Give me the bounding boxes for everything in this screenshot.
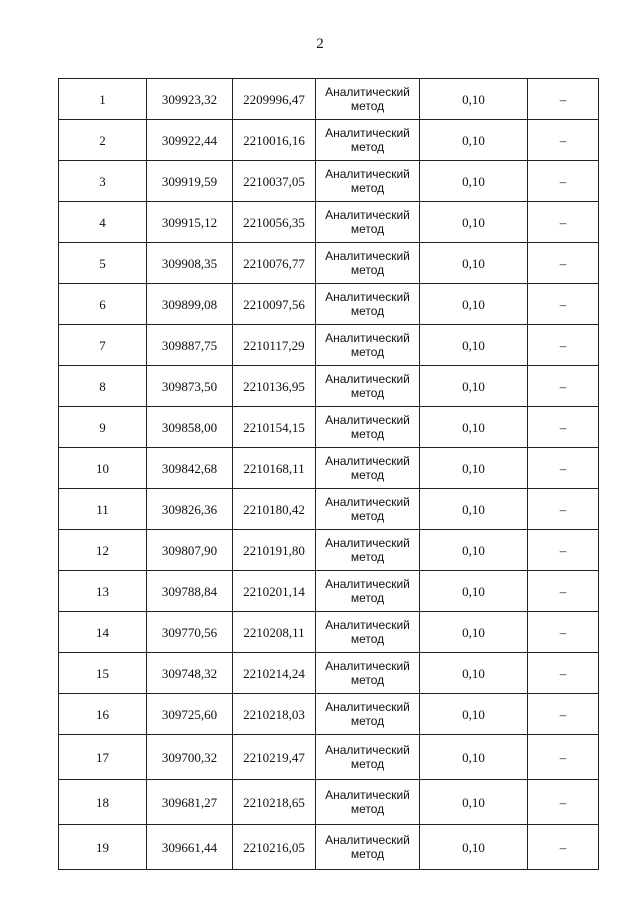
y-coordinate-cell: 2210180,42 [233, 489, 316, 530]
point-number-cell: 8 [59, 366, 147, 407]
accuracy-cell: 0,10 [420, 653, 528, 694]
accuracy-cell: 0,10 [420, 79, 528, 120]
method-cell: Аналитический метод [316, 407, 420, 448]
table-row [59, 612, 599, 653]
note-cell: – [528, 325, 599, 366]
x-coordinate-cell: 309922,44 [147, 120, 233, 161]
y-coordinate-cell: 2210016,16 [233, 120, 316, 161]
y-coordinate-cell: 2210037,05 [233, 161, 316, 202]
point-number-cell: 1 [59, 79, 147, 120]
x-coordinate-cell: 309887,75 [147, 325, 233, 366]
point-number-cell: 16 [59, 694, 147, 735]
accuracy-cell: 0,10 [420, 120, 528, 161]
table-row [59, 161, 599, 202]
method-cell: Аналитический метод [316, 161, 420, 202]
point-number-cell: 19 [59, 825, 147, 870]
table-row [59, 120, 599, 161]
y-coordinate-cell: 2210219,47 [233, 735, 316, 780]
y-coordinate-cell: 2210117,29 [233, 325, 316, 366]
table-row [59, 653, 599, 694]
x-coordinate-cell: 309700,32 [147, 735, 233, 780]
x-coordinate-cell: 309923,32 [147, 79, 233, 120]
accuracy-cell: 0,10 [420, 407, 528, 448]
point-number-cell: 6 [59, 284, 147, 325]
x-coordinate-cell: 309842,68 [147, 448, 233, 489]
accuracy-cell: 0,10 [420, 571, 528, 612]
method-cell: Аналитический метод [316, 735, 420, 780]
table-row [59, 735, 599, 780]
y-coordinate-cell: 2210218,65 [233, 780, 316, 825]
method-cell: Аналитический метод [316, 489, 420, 530]
point-number-cell: 2 [59, 120, 147, 161]
note-cell: – [528, 530, 599, 571]
method-cell: Аналитический метод [316, 325, 420, 366]
accuracy-cell: 0,10 [420, 825, 528, 870]
table-row [59, 202, 599, 243]
note-cell: – [528, 161, 599, 202]
accuracy-cell: 0,10 [420, 489, 528, 530]
x-coordinate-cell: 309807,90 [147, 530, 233, 571]
y-coordinate-cell: 2210191,80 [233, 530, 316, 571]
table-row [59, 694, 599, 735]
note-cell: – [528, 79, 599, 120]
x-coordinate-cell: 309725,60 [147, 694, 233, 735]
accuracy-cell: 0,10 [420, 243, 528, 284]
method-cell: Аналитический метод [316, 366, 420, 407]
point-number-cell: 12 [59, 530, 147, 571]
coordinates-table-body [59, 79, 599, 870]
method-cell: Аналитический метод [316, 694, 420, 735]
table-row [59, 489, 599, 530]
x-coordinate-cell: 309826,36 [147, 489, 233, 530]
y-coordinate-cell: 2210218,03 [233, 694, 316, 735]
point-number-cell: 13 [59, 571, 147, 612]
y-coordinate-cell: 2210136,95 [233, 366, 316, 407]
accuracy-cell: 0,10 [420, 448, 528, 489]
method-cell: Аналитический метод [316, 612, 420, 653]
accuracy-cell: 0,10 [420, 612, 528, 653]
note-cell: – [528, 489, 599, 530]
coordinates-table [58, 78, 599, 870]
point-number-cell: 3 [59, 161, 147, 202]
point-number-cell: 17 [59, 735, 147, 780]
point-number-cell: 18 [59, 780, 147, 825]
note-cell: – [528, 407, 599, 448]
x-coordinate-cell: 309919,59 [147, 161, 233, 202]
y-coordinate-cell: 2210056,35 [233, 202, 316, 243]
y-coordinate-cell: 2210076,77 [233, 243, 316, 284]
note-cell: – [528, 612, 599, 653]
note-cell: – [528, 825, 599, 870]
x-coordinate-cell: 309748,32 [147, 653, 233, 694]
table-row [59, 448, 599, 489]
accuracy-cell: 0,10 [420, 202, 528, 243]
table-row [59, 325, 599, 366]
point-number-cell: 9 [59, 407, 147, 448]
accuracy-cell: 0,10 [420, 161, 528, 202]
x-coordinate-cell: 309681,27 [147, 780, 233, 825]
accuracy-cell: 0,10 [420, 366, 528, 407]
y-coordinate-cell: 2210154,15 [233, 407, 316, 448]
table-row [59, 825, 599, 870]
table-row [59, 243, 599, 284]
accuracy-cell: 0,10 [420, 694, 528, 735]
table-row [59, 780, 599, 825]
point-number-cell: 4 [59, 202, 147, 243]
x-coordinate-cell: 309873,50 [147, 366, 233, 407]
point-number-cell: 11 [59, 489, 147, 530]
accuracy-cell: 0,10 [420, 530, 528, 571]
method-cell: Аналитический метод [316, 202, 420, 243]
accuracy-cell: 0,10 [420, 780, 528, 825]
x-coordinate-cell: 309770,56 [147, 612, 233, 653]
y-coordinate-cell: 2210214,24 [233, 653, 316, 694]
x-coordinate-cell: 309899,08 [147, 284, 233, 325]
x-coordinate-cell: 309915,12 [147, 202, 233, 243]
table-row [59, 284, 599, 325]
point-number-cell: 10 [59, 448, 147, 489]
method-cell: Аналитический метод [316, 571, 420, 612]
method-cell: Аналитический метод [316, 120, 420, 161]
y-coordinate-cell: 2210097,56 [233, 284, 316, 325]
note-cell: – [528, 120, 599, 161]
accuracy-cell: 0,10 [420, 284, 528, 325]
y-coordinate-cell: 2209996,47 [233, 79, 316, 120]
method-cell: Аналитический метод [316, 448, 420, 489]
point-number-cell: 7 [59, 325, 147, 366]
page-number: 2 [316, 36, 324, 52]
method-cell: Аналитический метод [316, 284, 420, 325]
method-cell: Аналитический метод [316, 825, 420, 870]
table-row [59, 79, 599, 120]
note-cell: – [528, 780, 599, 825]
note-cell: – [528, 571, 599, 612]
note-cell: – [528, 366, 599, 407]
note-cell: – [528, 202, 599, 243]
accuracy-cell: 0,10 [420, 735, 528, 780]
method-cell: Аналитический метод [316, 653, 420, 694]
table-row [59, 571, 599, 612]
table-row [59, 366, 599, 407]
note-cell: – [528, 243, 599, 284]
method-cell: Аналитический метод [316, 780, 420, 825]
note-cell: – [528, 653, 599, 694]
note-cell: – [528, 284, 599, 325]
x-coordinate-cell: 309908,35 [147, 243, 233, 284]
method-cell: Аналитический метод [316, 79, 420, 120]
point-number-cell: 14 [59, 612, 147, 653]
y-coordinate-cell: 2210216,05 [233, 825, 316, 870]
y-coordinate-cell: 2210208,11 [233, 612, 316, 653]
point-number-cell: 15 [59, 653, 147, 694]
table-row [59, 407, 599, 448]
method-cell: Аналитический метод [316, 530, 420, 571]
method-cell: Аналитический метод [316, 243, 420, 284]
accuracy-cell: 0,10 [420, 325, 528, 366]
y-coordinate-cell: 2210168,11 [233, 448, 316, 489]
y-coordinate-cell: 2210201,14 [233, 571, 316, 612]
x-coordinate-cell: 309661,44 [147, 825, 233, 870]
note-cell: – [528, 694, 599, 735]
table-row [59, 530, 599, 571]
note-cell: – [528, 735, 599, 780]
x-coordinate-cell: 309788,84 [147, 571, 233, 612]
note-cell: – [528, 448, 599, 489]
x-coordinate-cell: 309858,00 [147, 407, 233, 448]
point-number-cell: 5 [59, 243, 147, 284]
